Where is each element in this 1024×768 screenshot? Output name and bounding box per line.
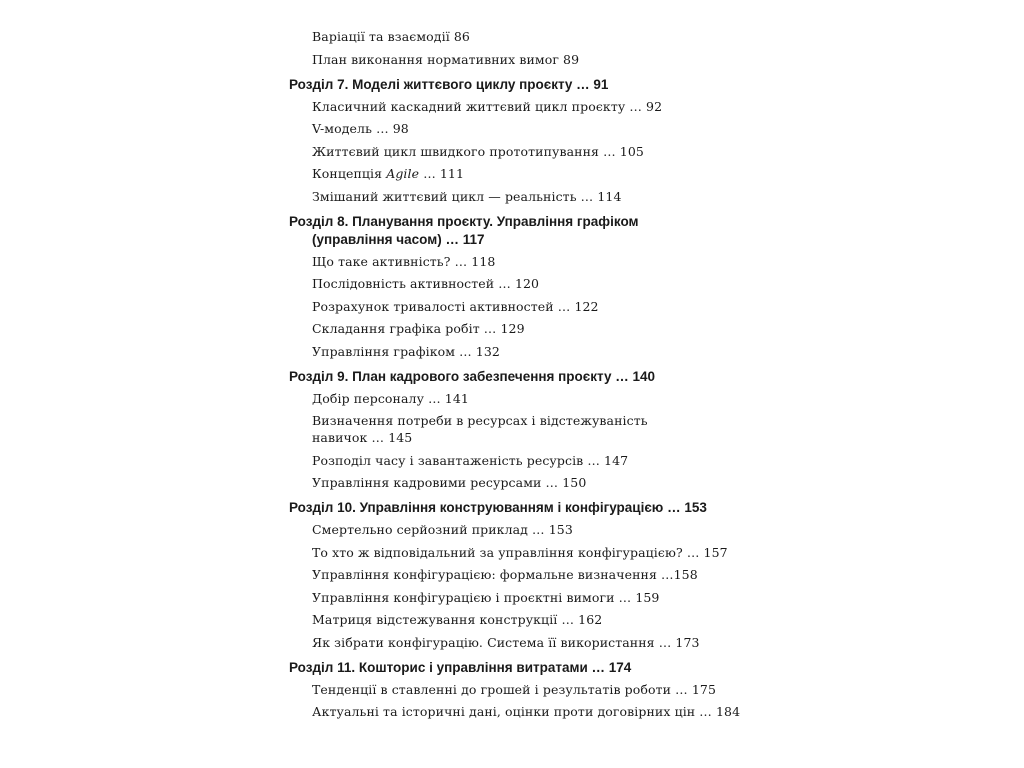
chapter-heading-line: (управління часом) … 117 xyxy=(312,231,485,247)
chapter-heading: Розділ 10. Управління конструюванням і конфігурацією … 153 xyxy=(289,500,707,515)
toc-entry: Змішаний життєвий цикл — реальність … 114 xyxy=(312,188,622,204)
toc-entry xyxy=(312,412,749,446)
toc-entry: Добір персоналу … 141 xyxy=(312,390,469,406)
chapter-heading: Розділ 11. Кошторис і управління витратами … 174 xyxy=(289,659,632,675)
toc-entry: Варіації та взаємодії 86 xyxy=(312,29,470,44)
toc-entry-line: Визначення потреби в ресурсах і відстежуваність xyxy=(312,413,648,428)
toc-entry: Актуальні та історичні дані, оцінки проти договірних цін … 184 xyxy=(312,704,741,719)
toc-entry: Розрахунок тривалості активностей … 122 xyxy=(312,298,599,314)
toc-entry: Як зібрати конфігурацію. Система її використання … 173 xyxy=(312,634,700,650)
toc-entry: То хто ж відповідальний за управління конфігурацією? … 157 xyxy=(312,544,728,560)
toc-entry: Що таке активність? … 118 xyxy=(312,253,496,269)
chapter-heading xyxy=(289,213,749,249)
toc-entry-page: … 111 xyxy=(419,166,465,181)
toc-entry: Тенденції в ставленні до грошей і результатів роботи … 175 xyxy=(312,681,716,697)
toc-entry-line: навичок … 145 xyxy=(312,430,413,445)
toc-entry: Складання графіка робіт … 129 xyxy=(312,321,525,336)
toc-entry: Класичний каскадний життєвий цикл проєкту … 92 xyxy=(312,98,663,114)
toc-entry: Управління кадровими ресурсами … 150 xyxy=(312,475,587,490)
chapter-heading: Розділ 9. План кадрового забезпечення проєкту … 140 xyxy=(289,368,655,384)
toc-entry: Розподіл часу і завантаженість ресурсів … 147 xyxy=(312,452,629,468)
toc-entry: Смертельно серйозний приклад … 153 xyxy=(312,522,573,537)
chapter-heading: Розділ 7. Моделі життєвого циклу проєкту … 91 xyxy=(289,76,609,92)
toc-entry: Управління конфігурацією і проєктні вимоги … 159 xyxy=(312,589,660,605)
table-of-contents xyxy=(289,28,749,726)
toc-entry-italic: Agile xyxy=(386,166,420,181)
toc-entry: V-модель … 98 xyxy=(312,121,409,136)
toc-entry-text: Концепція xyxy=(312,166,387,181)
toc-entry: Управління графіком … 132 xyxy=(312,343,500,359)
toc-entry: Матриця відстежування конструкції … 162 xyxy=(312,612,603,627)
toc-entry-agile xyxy=(312,165,749,182)
toc-entry: Управління конфігурацією: формальне визначення …158 xyxy=(312,567,698,582)
chapter-heading-line: Розділ 8. Планування проєкту. Управління графіком xyxy=(289,213,639,229)
toc-entry: Життєвий цикл швидкого прототипування … 105 xyxy=(312,143,644,159)
toc-entry: План виконання нормативних вимог 89 xyxy=(312,51,580,67)
toc-entry: Послідовність активностей … 120 xyxy=(312,276,540,291)
